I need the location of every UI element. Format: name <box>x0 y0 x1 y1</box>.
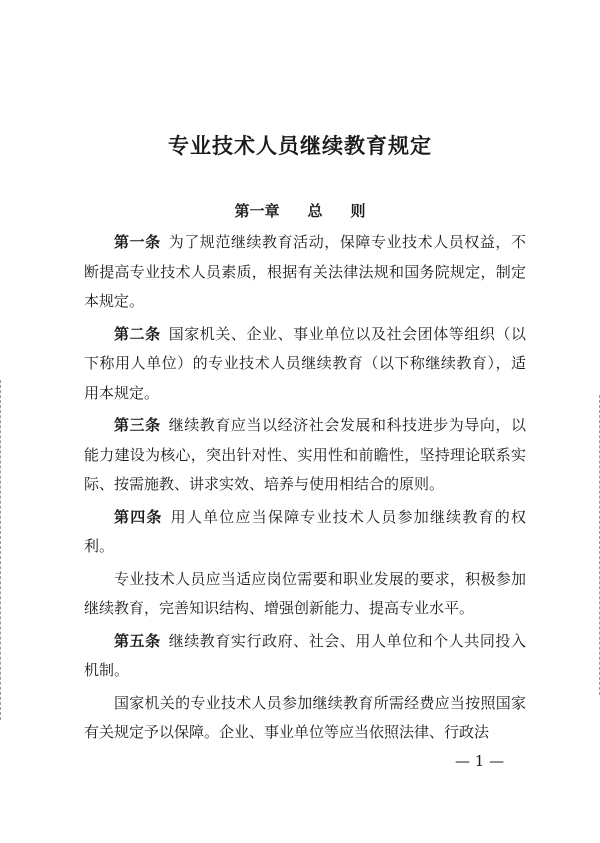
paragraph <box>84 503 526 562</box>
article-label: 第四条 <box>114 507 163 526</box>
document-title: 专业技术人员继续教育规定 <box>168 134 432 158</box>
paragraph <box>84 411 526 500</box>
paragraph <box>84 627 526 686</box>
chapter-title-part-2: 则 <box>350 202 366 220</box>
paragraph-text: 为了规范继续教育活动，保障专业技术人员权益，不断提高专业技术人员素质，根据有关法律法规和国务院规定，制定本规定。 <box>84 233 526 310</box>
paragraph <box>84 689 526 748</box>
chapter-heading <box>0 200 600 221</box>
scan-edge-left <box>0 380 3 720</box>
chapter-number: 第一章 <box>234 202 280 220</box>
article-label: 第二条 <box>114 324 161 343</box>
paragraph-text: 继续教育实行政府、社会、用人单位和个人共同投入机制。 <box>84 631 526 679</box>
chapter-title-part-1: 总 <box>307 202 323 220</box>
paragraph-text: 国家机关的专业技术人员参加继续教育所需经费应当按照国家有关规定予以保障。企业、事业单位等应当依照法律、行政法 <box>84 693 526 741</box>
paragraph <box>84 565 526 624</box>
article-label: 第五条 <box>114 631 161 650</box>
page-number: — 1 — <box>455 752 505 770</box>
document-body <box>84 228 526 751</box>
paragraph <box>84 320 526 409</box>
article-label: 第三条 <box>114 416 161 434</box>
paragraph-text: 专业技术人员应当适应岗位需要和职业发展的要求，积极参加继续教育，完善知识结构、增强创新能力、提高专业水平。 <box>84 569 526 617</box>
paragraph <box>84 228 526 317</box>
paragraph-text: 国家机关、企业、事业单位以及社会团体等组织（以下称用人单位）的专业技术人员继续教育（以下称继续教育），适用本规定。 <box>84 324 526 402</box>
paragraph-text: 用人单位应当保障专业技术人员参加继续教育的权利。 <box>84 507 526 555</box>
article-label: 第一条 <box>114 233 161 251</box>
paragraph-text: 继续教育应当以经济社会发展和科技进步为导向，以能力建设为核心，突出针对性、实用性和前瞻性，坚持理论联系实际、按需施教、讲求实效、培养与使用相结合的原则。 <box>84 416 526 493</box>
